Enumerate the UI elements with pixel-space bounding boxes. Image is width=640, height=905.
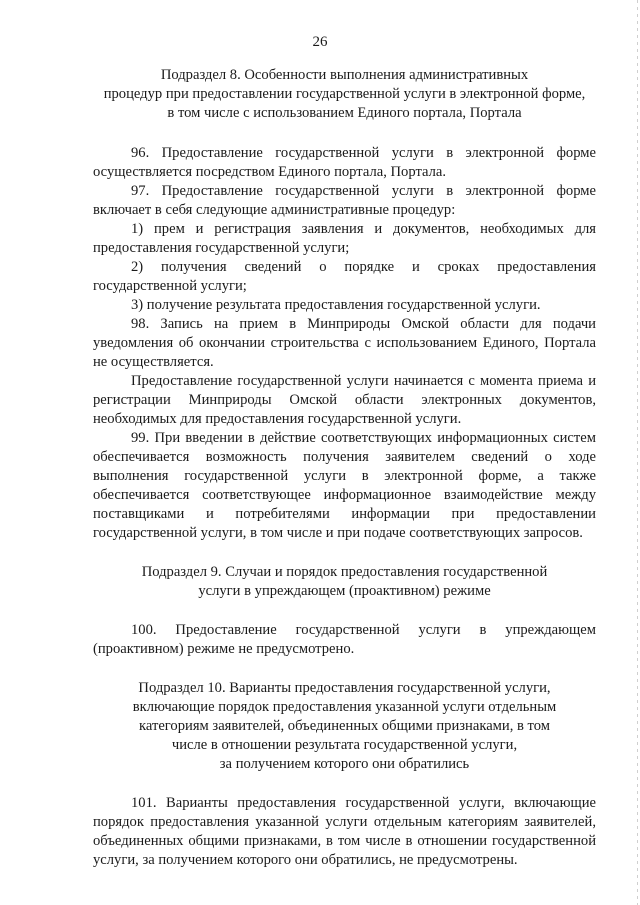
spacer	[93, 601, 596, 621]
heading-line: Подраздел 9. Случаи и порядок предоставления государственной	[141, 564, 548, 580]
list-item-2: 2) получения сведений о порядке и сроках предоставления государственной услуги;	[93, 259, 596, 294]
heading-line: услуги в упреждающем (проактивном) режиме	[198, 583, 491, 599]
subsection-8-heading	[93, 66, 596, 123]
paragraph-100: 100. Предоставление государственной услуги в упреждающем (проактивном) режиме не предусмотрено.	[93, 622, 596, 657]
heading-line: за получением которого они обратились	[219, 756, 470, 772]
heading-line: в том числе с использованием Единого портала, Портала	[167, 105, 522, 121]
heading-line: категориям заявителей, объединенных общими признаками, в том	[138, 718, 550, 734]
spacer	[93, 123, 596, 144]
paragraph-97: 97. Предоставление государственной услуги в электронной форме включает в себя следующие административные процедур:	[93, 183, 596, 218]
document-body	[93, 66, 596, 870]
heading-line: Подраздел 8. Особенности выполнения административных	[160, 67, 529, 83]
list-item-3: 3) получение результата предоставления государственной услуги.	[131, 297, 541, 313]
paragraph-99: 99. При введении в действие соответствующих информационных систем обеспечивается возможность получения заявителем сведений о ходе выполнения государственной услуги в электронной форме, а также обеспечивается соответствующее информационное взаимодействие между поставщиками и потребителями информации при предоставлении государственной услуги, в том числе и при подаче соответствующих запросов.	[93, 430, 596, 541]
spacer	[93, 543, 596, 563]
paragraph-98: 98. Запись на прием в Минприроды Омской области для подачи уведомления об окончании строительства с использованием Единого, Портала не осуществляется.	[93, 316, 596, 370]
scan-edge	[637, 0, 638, 905]
paragraph-98-continued: Предоставление государственной услуги начинается с момента приема и регистрации Минприроды Омской области электронных документов, необходимых для предоставления государственной услуги.	[93, 373, 596, 427]
heading-line: числе в отношении результата государственной услуги,	[171, 737, 518, 753]
subsection-9-heading	[93, 563, 596, 601]
subsection-10-heading	[93, 679, 596, 774]
page-number: 26	[312, 34, 328, 50]
heading-line: включающие порядок предоставления указанной услуги отдельным	[132, 699, 557, 715]
spacer	[93, 774, 596, 794]
heading-line: Подраздел 10. Варианты предоставления государственной услуги,	[138, 680, 551, 696]
paragraph-96: 96. Предоставление государственной услуги в электронной форме осуществляется посредством Единого портала, Портала.	[93, 145, 596, 180]
heading-line: процедур при предоставлении государственной услуги в электронной форме,	[103, 86, 586, 102]
paragraph-101: 101. Варианты предоставления государственной услуги, включающие порядок предоставления указанной услуги отдельным категориям заявителей, объединенных общими признаками, в том числе в отношении государственной услуги, за получением которого они обратились, не предусмотрены.	[93, 795, 596, 868]
spacer	[93, 659, 596, 679]
list-item-1: 1) прем и регистрация заявления и документов, необходимых для предоставления государственной услуги;	[93, 221, 596, 256]
